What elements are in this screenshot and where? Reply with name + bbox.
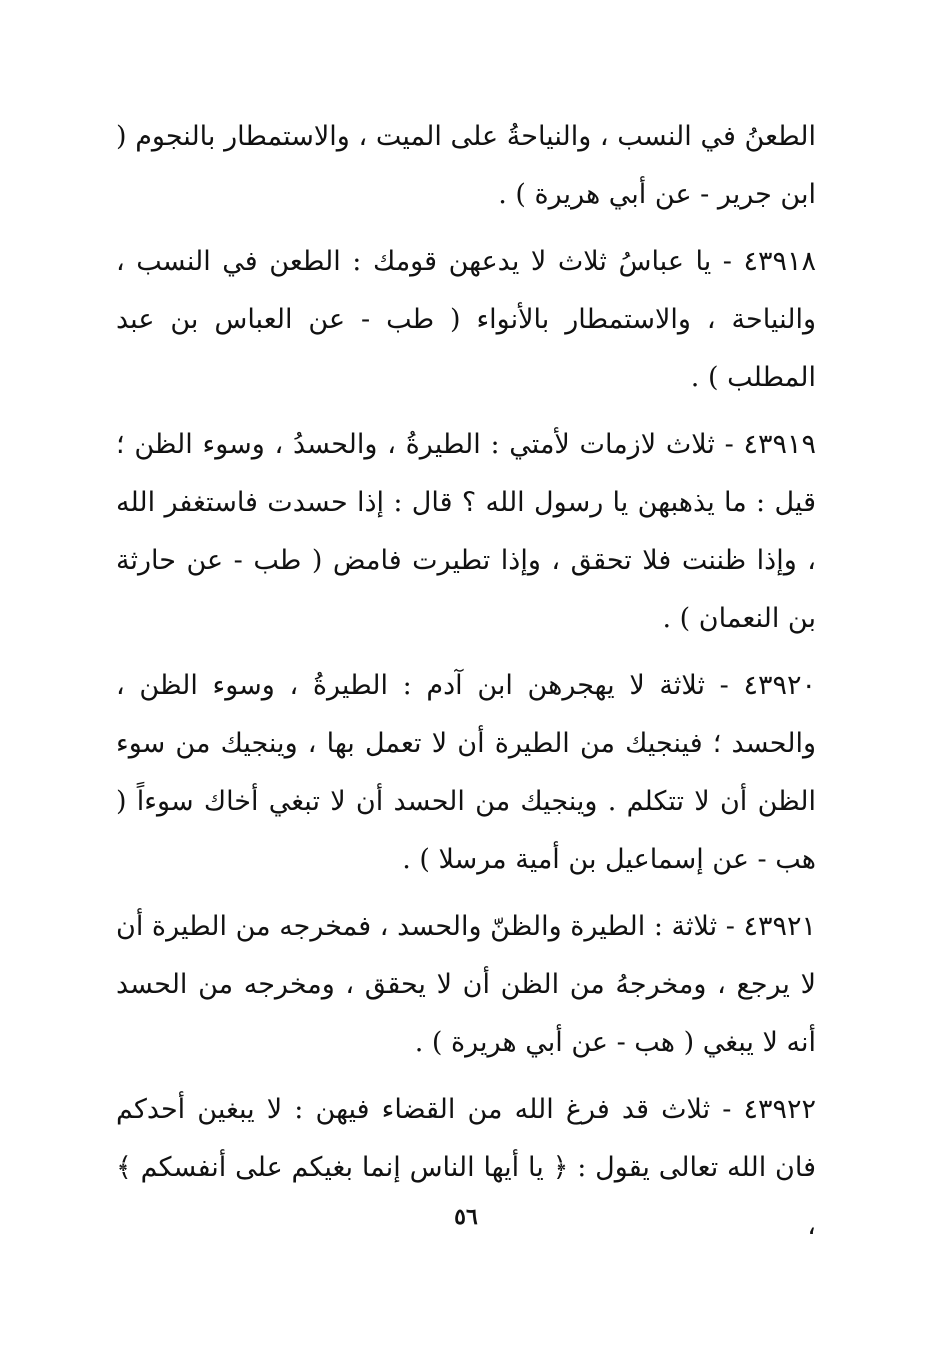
- hadith-43922: ٤٣٩٢٢ - ثلاث قد فرغ الله من القضاء فيهن : لا يبغين أحدكم فان الله تعالى يقول : ﴿ يا أيها الناس إنما بغيكم على أنفسكم ﴾ ،: [116, 1094, 816, 1241]
- hadith-43921: ٤٣٩٢١ - ثلاثة : الطيرة والظنّ والحسد ، فمخرجه من الطيرة أن لا يرجع ، ومخرجهُ من الظن أن لا يحقق ، ومخرجه من الحسد أنه لا يبغي ( هب - عن أبي هريرة ) .: [116, 911, 816, 1058]
- paragraph-continuation: الطعنُ في النسب ، والنياحةُ على الميت ، والاستمطار بالنجوم ( ابن جرير - عن أبي هريرة ) .: [116, 121, 816, 210]
- hadith-43918: ٤٣٩١٨ - يا عباسُ ثلاث لا يدعهن قومك : الطعن في النسب ، والنياحة ، والاستمطار بالأنواء ( طب - عن العباس بن عبد المطلب ) .: [116, 246, 816, 393]
- hadith-43919: ٤٣٩١٩ - ثلاث لازمات لأمتي : الطيرةُ ، والحسدُ ، وسوء الظن ؛ قيل : ما يذهبهن يا رسول الله ؟ قال : إذا حسدت فاستغفر الله ، وإذا ظننت فلا تحقق ، وإذا تطيرت فامض ( طب - عن حارثة بن النعمان ) .: [116, 429, 816, 634]
- page-number: ٥٦: [454, 1204, 478, 1230]
- hadith-43920: ٤٣٩٢٠ - ثلاثة لا يهجرهن ابن آدم : الطيرةُ ، وسوء الظن ، والحسد ؛ فينجيك من الطيرة أن لا تعمل بها ، وينجيك من سوء الظن أن لا تتكلم . وينجيك من الحسد أن لا تبغي أخاك سوءاً ( هب - عن إسماعيل بن أمية مرسلا ) .: [116, 670, 816, 875]
- body-text: [116, 108, 816, 1255]
